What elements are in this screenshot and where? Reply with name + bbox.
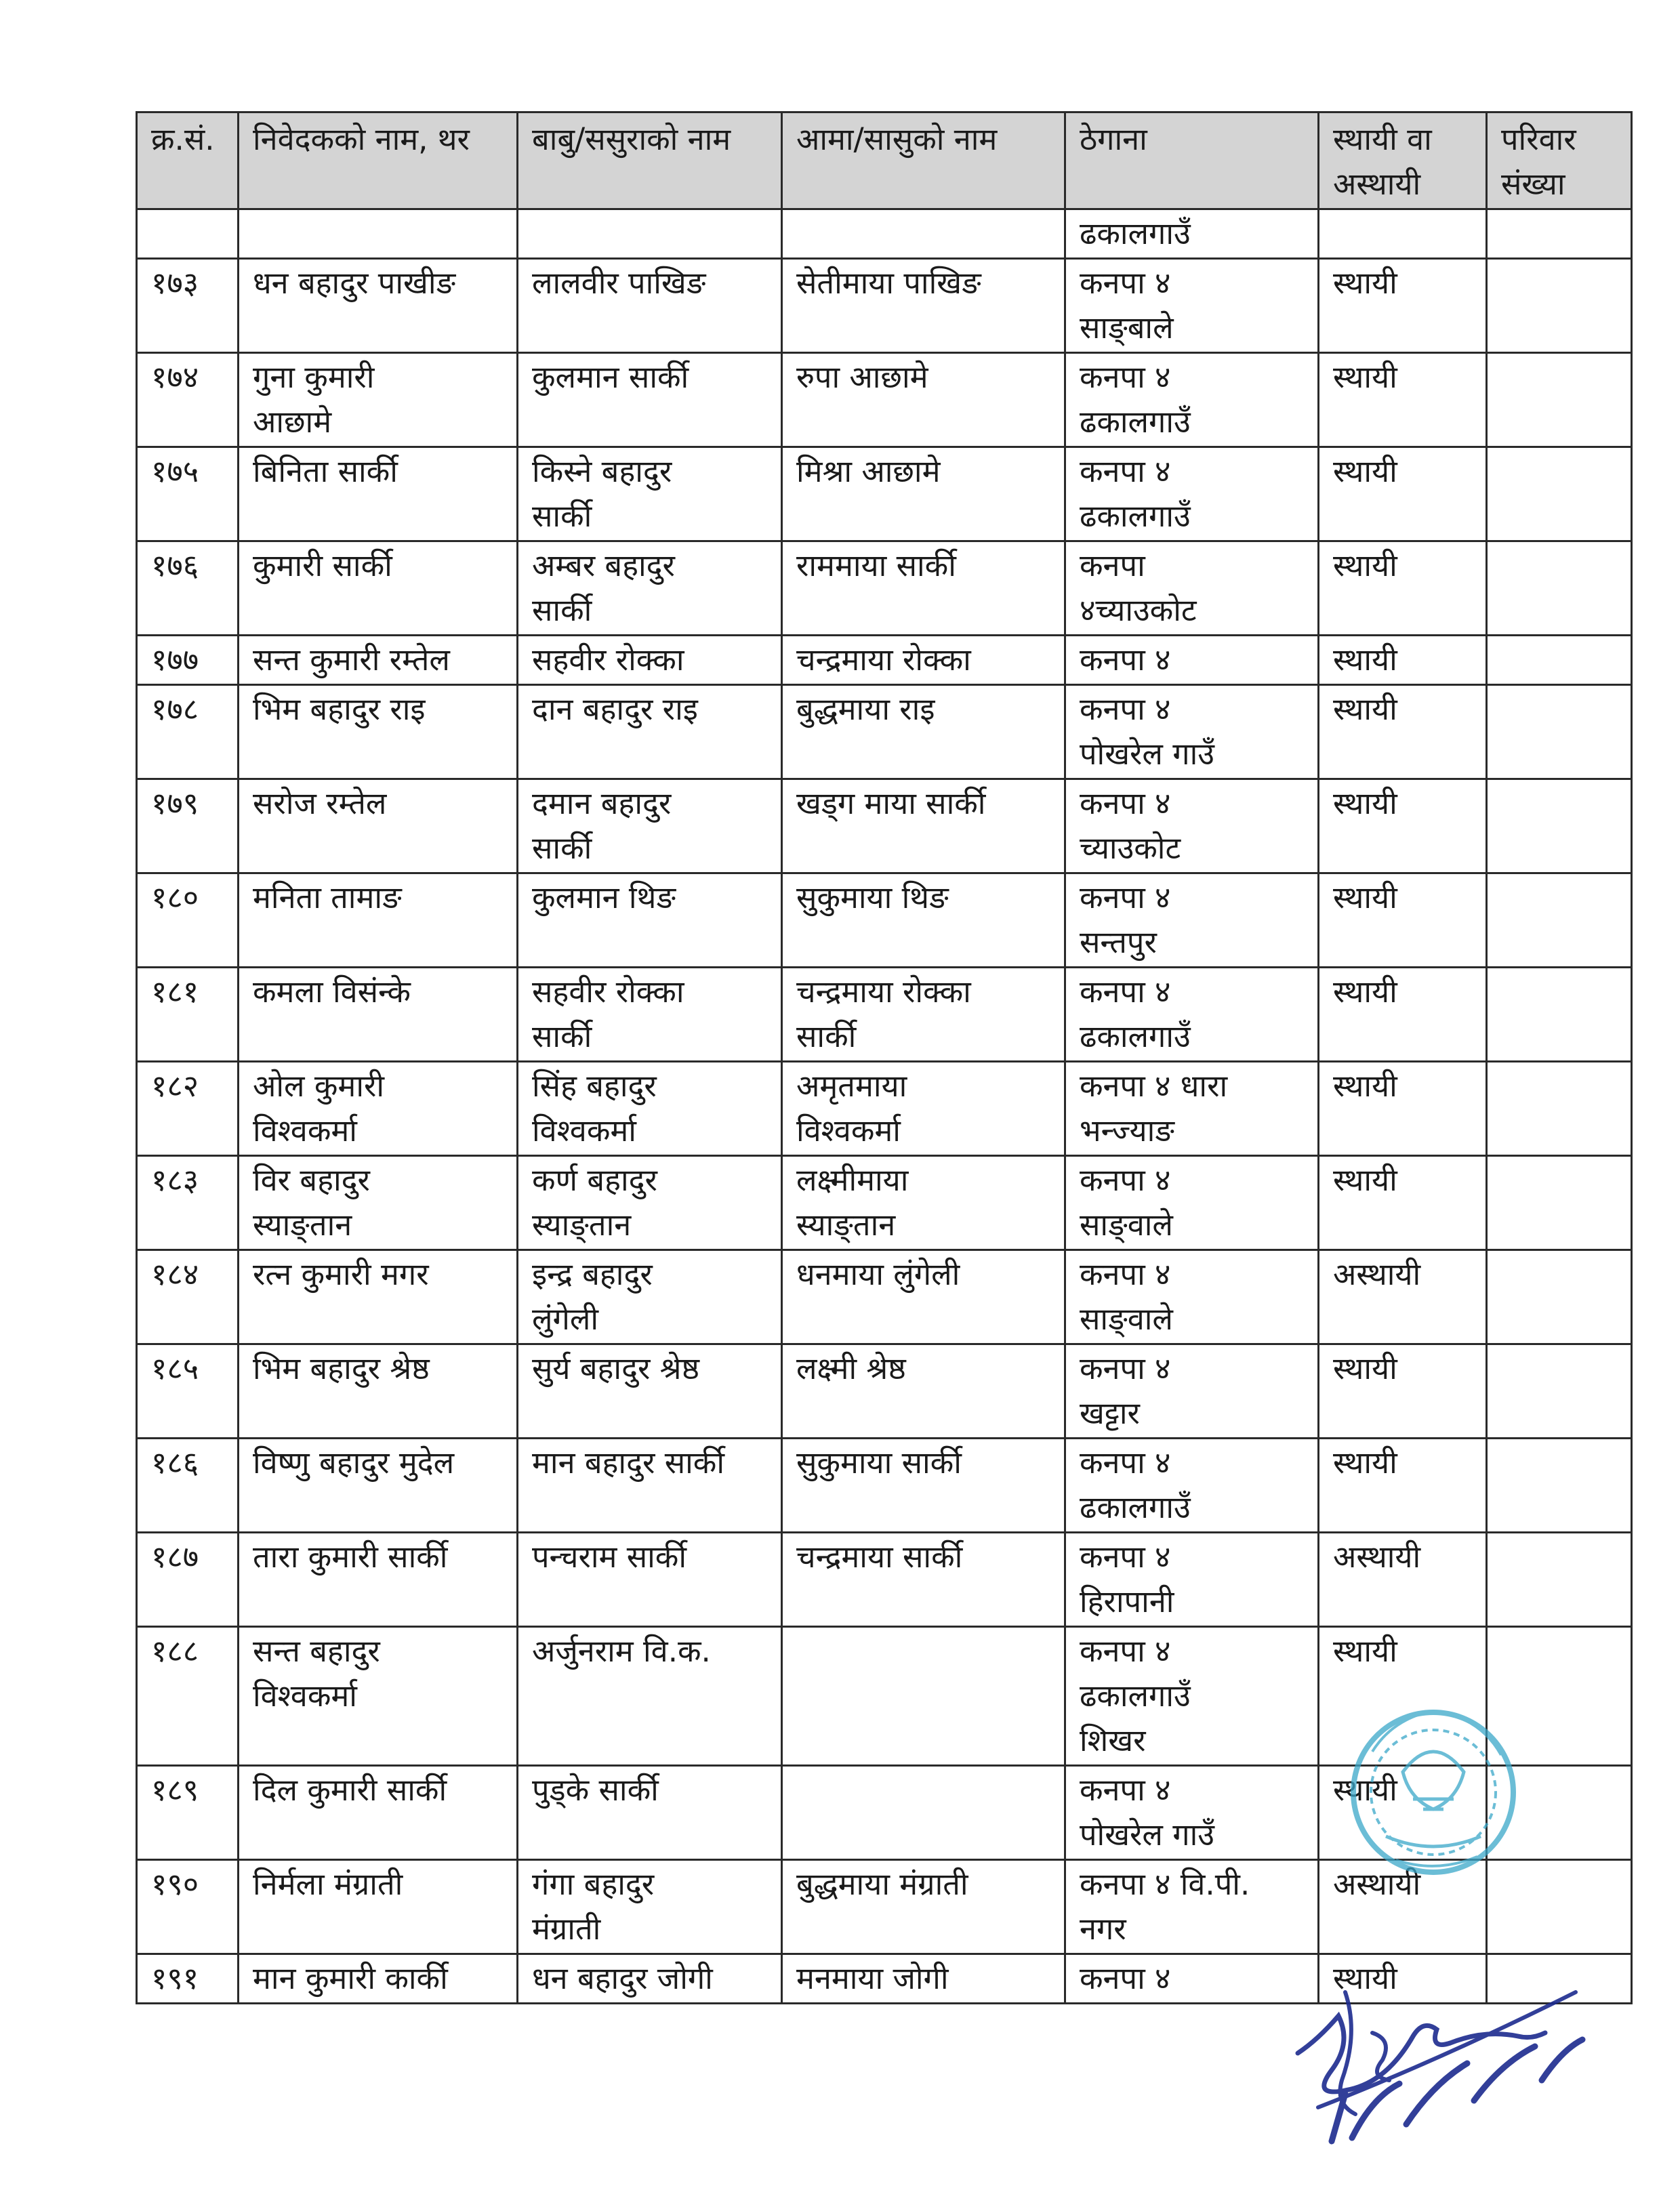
- serial-number-cell: [137, 209, 239, 259]
- mother-name-cell: [782, 209, 1065, 259]
- family-count-cell: [1487, 1250, 1632, 1344]
- residency-status-cell: स्थायी: [1319, 968, 1487, 1062]
- serial-number-cell: १८६: [137, 1439, 239, 1533]
- father-name-cell: धन बहादुर जोगी: [518, 1954, 782, 2004]
- residency-status-cell: स्थायी: [1319, 685, 1487, 779]
- father-name-cell: मान बहादुर सार्की: [518, 1439, 782, 1533]
- address-cell: कनपा ४: [1065, 636, 1319, 685]
- father-name-cell: सहवीर रोक्का सार्की: [518, 968, 782, 1062]
- father-name-cell: इन्द्र बहादुर लुंगेली: [518, 1250, 782, 1344]
- serial-number-cell: १९१: [137, 1954, 239, 2004]
- applicant-name-cell: सरोज रम्तेल: [239, 779, 518, 873]
- applicant-name-cell: बिनिता सार्की: [239, 447, 518, 541]
- serial-number-cell: १८७: [137, 1533, 239, 1627]
- father-name-cell: सुर्य बहादुर श्रेष्ठ: [518, 1344, 782, 1439]
- father-name-cell: अम्बर बहादुर सार्की: [518, 541, 782, 636]
- serial-number-cell: १८१: [137, 968, 239, 1062]
- address-cell: कनपा ४ साङ्वाले: [1065, 1250, 1319, 1344]
- mother-name-cell: लक्ष्मी श्रेष्ठ: [782, 1344, 1065, 1439]
- mother-name-cell: [782, 1627, 1065, 1766]
- address-cell: कनपा ४ ढकालगाउँ: [1065, 1439, 1319, 1533]
- serial-number-cell: १८२: [137, 1062, 239, 1156]
- mother-name-cell: मिश्रा आछामे: [782, 447, 1065, 541]
- applicant-name-cell: विष्णु बहादुर मुदेल: [239, 1439, 518, 1533]
- serial-number-cell: १८९: [137, 1766, 239, 1860]
- address-cell: कनपा ४ हिरापानी: [1065, 1533, 1319, 1627]
- table-row: [137, 873, 1632, 968]
- applicant-name-cell: मनिता तामाङ: [239, 873, 518, 968]
- address-cell: कनपा ४ साङ्वाले: [1065, 1156, 1319, 1250]
- applicant-name-cell: भिम बहादुर श्रेष्ठ: [239, 1344, 518, 1439]
- serial-number-cell: १७४: [137, 353, 239, 447]
- table-header-row: [137, 112, 1632, 209]
- family-count-cell: [1487, 541, 1632, 636]
- address-cell: कनपा ४ खट्टार: [1065, 1344, 1319, 1439]
- family-count-cell: [1487, 968, 1632, 1062]
- father-name-cell: दान बहादुर राइ: [518, 685, 782, 779]
- address-cell: कनपा ४ वि.पी. नगर: [1065, 1860, 1319, 1954]
- serial-number-cell: १९०: [137, 1860, 239, 1954]
- table-row: [137, 685, 1632, 779]
- header-residency-status: स्थायी वा अस्थायी: [1319, 112, 1487, 209]
- address-cell: कनपा ४ धारा भन्ज्याङ: [1065, 1062, 1319, 1156]
- residency-status-cell: स्थायी: [1319, 447, 1487, 541]
- mother-name-cell: अमृतमाया विश्वकर्मा: [782, 1062, 1065, 1156]
- father-name-cell: पन्चराम सार्की: [518, 1533, 782, 1627]
- table-row: [137, 1250, 1632, 1344]
- residency-status-cell: स्थायी: [1319, 779, 1487, 873]
- table-row: [137, 447, 1632, 541]
- table-row: [137, 636, 1632, 685]
- residency-status-cell: स्थायी: [1319, 636, 1487, 685]
- family-count-cell: [1487, 1439, 1632, 1533]
- father-name-cell: सहवीर रोक्का: [518, 636, 782, 685]
- family-count-cell: [1487, 209, 1632, 259]
- applicant-name-cell: मान कुमारी कार्की: [239, 1954, 518, 2004]
- address-cell: कनपा ४ ढकालगाउँ: [1065, 447, 1319, 541]
- serial-number-cell: १७५: [137, 447, 239, 541]
- residency-status-cell: स्थायी: [1319, 1954, 1487, 2004]
- header-serial-number: क्र.सं.: [137, 112, 239, 209]
- applicant-name-cell: विर बहादुर स्याङ्तान: [239, 1156, 518, 1250]
- family-count-cell: [1487, 636, 1632, 685]
- applicant-name-cell: भिम बहादुर राइ: [239, 685, 518, 779]
- applicant-name-cell: सन्त बहादुर विश्वकर्मा: [239, 1627, 518, 1766]
- applicant-name-cell: कमला विसंन्के: [239, 968, 518, 1062]
- address-cell: कनपा ४ ढकालगाउँ: [1065, 353, 1319, 447]
- father-name-cell: कुलमान थिङ: [518, 873, 782, 968]
- applicant-name-cell: गुना कुमारी आछामे: [239, 353, 518, 447]
- family-count-cell: [1487, 259, 1632, 353]
- table-row: [137, 1156, 1632, 1250]
- family-count-cell: [1487, 353, 1632, 447]
- serial-number-cell: १७७: [137, 636, 239, 685]
- address-cell: कनपा ४ ढकालगाउँ: [1065, 968, 1319, 1062]
- family-count-cell: [1487, 447, 1632, 541]
- father-name-cell: किस्ने बहादुर सार्की: [518, 447, 782, 541]
- residency-status-cell: स्थायी: [1319, 1156, 1487, 1250]
- applicant-name-cell: रत्न कुमारी मगर: [239, 1250, 518, 1344]
- mother-name-cell: मनमाया जोगी: [782, 1954, 1065, 2004]
- table-row: [137, 1533, 1632, 1627]
- table-row: [137, 353, 1632, 447]
- residency-status-cell: स्थायी: [1319, 873, 1487, 968]
- residency-status-cell: अस्थायी: [1319, 1860, 1487, 1954]
- address-cell: कनपा ४ सन्तपुर: [1065, 873, 1319, 968]
- residency-status-cell: स्थायी: [1319, 1439, 1487, 1533]
- mother-name-cell: बुद्धमाया मंग्राती: [782, 1860, 1065, 1954]
- residency-status-cell: स्थायी: [1319, 1344, 1487, 1439]
- table-row: [137, 209, 1632, 259]
- applicant-name-cell: तारा कुमारी सार्की: [239, 1533, 518, 1627]
- table-row: [137, 1439, 1632, 1533]
- residency-status-cell: स्थायी: [1319, 259, 1487, 353]
- mother-name-cell: [782, 1766, 1065, 1860]
- mother-name-cell: सुकुमाया सार्की: [782, 1439, 1065, 1533]
- applicant-name-cell: कुमारी सार्की: [239, 541, 518, 636]
- mother-name-cell: सेतीमाया पाखिङ: [782, 259, 1065, 353]
- family-count-cell: [1487, 685, 1632, 779]
- address-cell: कनपा ४ ढकालगाउँ शिखर: [1065, 1627, 1319, 1766]
- table-row: [137, 968, 1632, 1062]
- header-applicant-name: निवेदकको नाम, थर: [239, 112, 518, 209]
- table-row: [137, 779, 1632, 873]
- serial-number-cell: १७३: [137, 259, 239, 353]
- mother-name-cell: चन्द्रमाया रोक्का: [782, 636, 1065, 685]
- mother-name-cell: चन्द्रमाया रोक्का सार्की: [782, 968, 1065, 1062]
- serial-number-cell: १७६: [137, 541, 239, 636]
- serial-number-cell: १७८: [137, 685, 239, 779]
- family-count-cell: [1487, 1156, 1632, 1250]
- family-count-cell: [1487, 1344, 1632, 1439]
- father-name-cell: कर्ण बहादुर स्याङ्तान: [518, 1156, 782, 1250]
- family-count-cell: [1487, 873, 1632, 968]
- mother-name-cell: राममाया सार्की: [782, 541, 1065, 636]
- handwritten-signature: [1271, 1952, 1610, 2162]
- table-row: [137, 259, 1632, 353]
- residency-status-cell: स्थायी: [1319, 1627, 1487, 1766]
- father-name-cell: सिंह बहादुर विश्वकर्मा: [518, 1062, 782, 1156]
- family-count-cell: [1487, 779, 1632, 873]
- mother-name-cell: चन्द्रमाया सार्की: [782, 1533, 1065, 1627]
- father-name-cell: अर्जुनराम वि.क.: [518, 1627, 782, 1766]
- residency-status-cell: स्थायी: [1319, 353, 1487, 447]
- mother-name-cell: धनमाया लुंगेली: [782, 1250, 1065, 1344]
- address-cell: कनपा ४ पोखरेल गाउँ: [1065, 1766, 1319, 1860]
- serial-number-cell: १८३: [137, 1156, 239, 1250]
- table-row: [137, 1344, 1632, 1439]
- father-name-cell: कुलमान सार्की: [518, 353, 782, 447]
- residency-status-cell: स्थायी: [1319, 1766, 1487, 1860]
- header-mother-name: आमा/सासुको नाम: [782, 112, 1065, 209]
- father-name-cell: लालवीर पाखिङ: [518, 259, 782, 353]
- father-name-cell: गंगा बहादुर मंग्राती: [518, 1860, 782, 1954]
- address-cell: कनपा ४: [1065, 1954, 1319, 2004]
- father-name-cell: [518, 209, 782, 259]
- residency-status-cell: अस्थायी: [1319, 1250, 1487, 1344]
- applicant-name-cell: निर्मला मंग्राती: [239, 1860, 518, 1954]
- serial-number-cell: १८०: [137, 873, 239, 968]
- residency-status-cell: [1319, 209, 1487, 259]
- header-father-name: बाबु/ससुराको नाम: [518, 112, 782, 209]
- mother-name-cell: लक्ष्मीमाया स्याङ्तान: [782, 1156, 1065, 1250]
- official-seal-stamp: [1332, 1691, 1535, 1907]
- applicant-name-cell: धन बहादुर पाखीङ: [239, 259, 518, 353]
- residency-status-cell: स्थायी: [1319, 541, 1487, 636]
- header-address: ठेगाना: [1065, 112, 1319, 209]
- family-count-cell: [1487, 1533, 1632, 1627]
- address-cell: कनपा ४ च्याउकोट: [1065, 779, 1319, 873]
- address-cell: कनपा ४ पोखरेल गाउँ: [1065, 685, 1319, 779]
- father-name-cell: दमान बहादुर सार्की: [518, 779, 782, 873]
- serial-number-cell: १८५: [137, 1344, 239, 1439]
- header-family-count: परिवार संख्या: [1487, 112, 1632, 209]
- table-row: [137, 1062, 1632, 1156]
- mother-name-cell: बुद्धमाया राइ: [782, 685, 1065, 779]
- residency-status-cell: अस्थायी: [1319, 1533, 1487, 1627]
- table-row: [137, 541, 1632, 636]
- address-cell: कनपा ४ साङ्बाले: [1065, 259, 1319, 353]
- applicant-name-cell: ओल कुमारी विश्वकर्मा: [239, 1062, 518, 1156]
- residency-status-cell: स्थायी: [1319, 1062, 1487, 1156]
- mother-name-cell: रुपा आछामे: [782, 353, 1065, 447]
- applicant-name-cell: दिल कुमारी सार्की: [239, 1766, 518, 1860]
- applicant-name-cell: [239, 209, 518, 259]
- serial-number-cell: १८४: [137, 1250, 239, 1344]
- address-cell: ढकालगाउँ: [1065, 209, 1319, 259]
- applicant-name-cell: सन्त कुमारी रम्तेल: [239, 636, 518, 685]
- mother-name-cell: खड्ग माया सार्की: [782, 779, 1065, 873]
- serial-number-cell: १८८: [137, 1627, 239, 1766]
- address-cell: कनपा ४च्याउकोट: [1065, 541, 1319, 636]
- serial-number-cell: १७९: [137, 779, 239, 873]
- mother-name-cell: सुकुमाया थिङ: [782, 873, 1065, 968]
- family-count-cell: [1487, 1062, 1632, 1156]
- father-name-cell: पुड्के सार्की: [518, 1766, 782, 1860]
